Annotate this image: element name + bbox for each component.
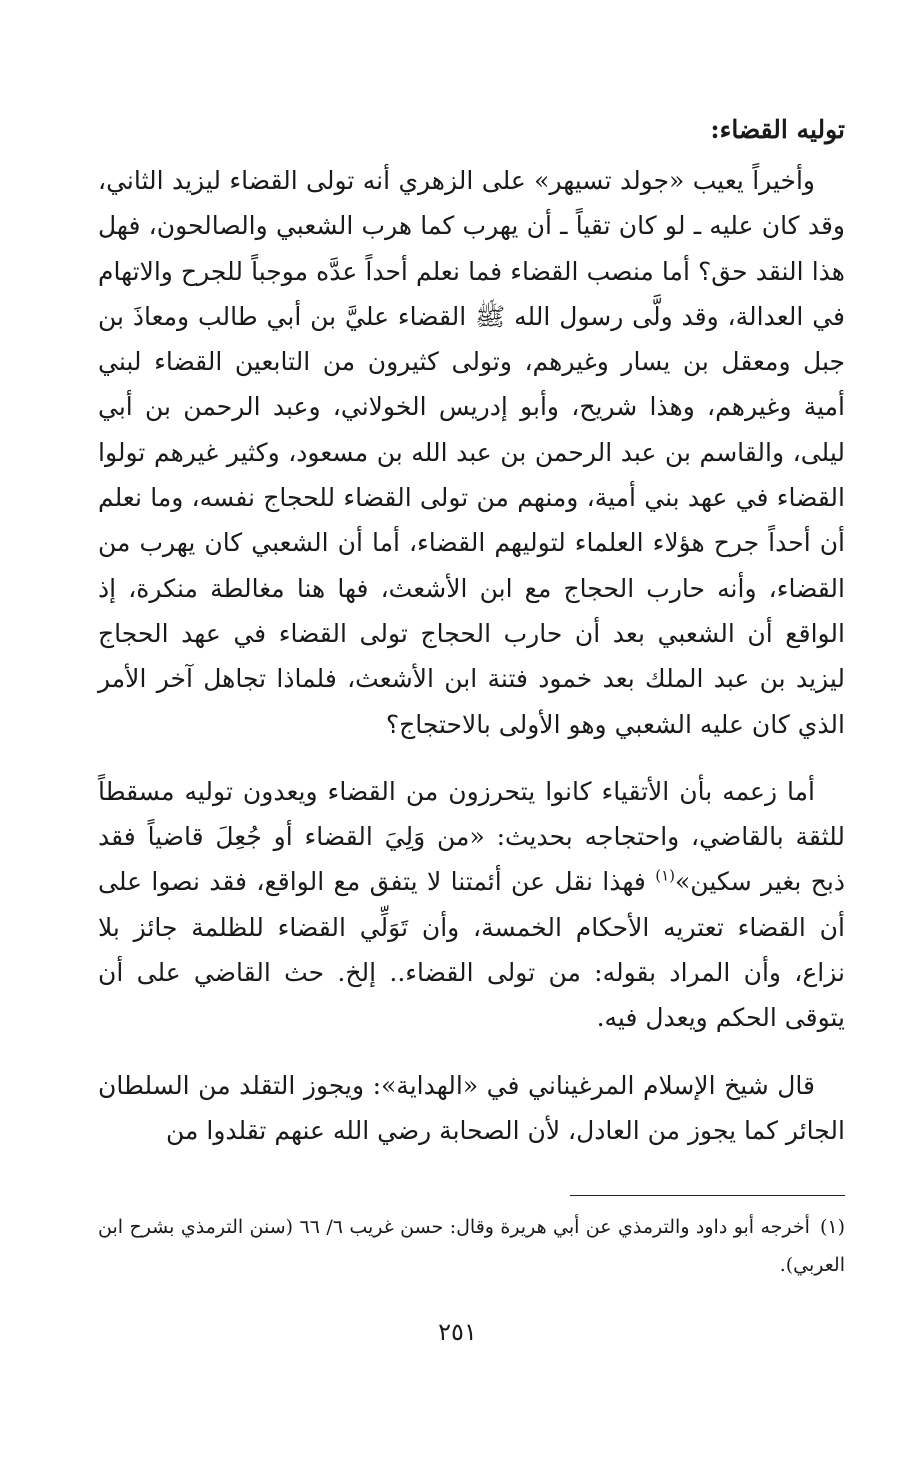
main-text — [98, 108, 845, 1175]
paragraph-3: قال شيخ الإسلام المرغيناني في «الهداية»: ويجوز التقلد من السلطان الجائر كما يجوز من العادل، لأن الصحابة رضي الله عنهم تقلدوا من — [98, 1070, 845, 1145]
paragraph-1: وأخيراً يعيب «جولد تسيهر» على الزهري أنه تولى القضاء ليزيد الثاني، وقد كان عليه ـ لو كان تقياً ـ أن يهرب كما هرب الشعبي والصالحون، فهل هذا النقد حق؟ أما منصب القضاء فما نعلم أحداً عدَّه موجباً للجرح والاتهام في العدالة، وقد ولَّى رسول الله ﷺ القضاء عليَّ بن أبي طالب ومعاذَ بن جبل ومعقل بن يسار وغيرهم، وتولى كثيرون من التابعين القضاء لبني أمية وغيرهم، وهذا شريح، وأبو إدريس الخولاني، وعبد الرحمن بن أبي ليلى، والقاسم بن عبد الرحمن بن عبد الله بن مسعود، وكثير غيرهم تولوا القضاء في عهد بني أمية، ومنهم من تولى القضاء للحجاج نفسه، وما نعلم أن أحداً جرح هؤلاء العلماء لتوليهم القضاء، أما أن الشعبي كان يهرب من القضاء، وأنه حارب الحجاج مع ابن الأشعث، فها هنا مغالطة منكرة، إذ الواقع أن الشعبي بعد أن حارب الحجاج تولى القضاء في عهد الحجاج ليزيد بن عبد الملك بعد خمود فتنة ابن الأشعث، فلماذا تجاهل آخر الأمر الذي كان عليه الشعبي وهو الأولى بالاحتجاج؟ — [98, 166, 845, 739]
footnote-separator — [570, 1195, 845, 1196]
section-heading: توليه القضاء: — [710, 115, 845, 144]
page-number: ٢٥١ — [438, 1318, 477, 1346]
footnote — [98, 1208, 845, 1284]
paragraph-2-before-marker: أما زعمه بأن الأتقياء كانوا يتحرزون من القضاء ويعدون توليه مسقطاً للثقة بالقاضي، واحتجاجه بحديث: «من وَلِيَ القضاء أو جُعِلَ قاضياً فقد ذبح بغير سكين» — [98, 776, 845, 897]
footnote-reference-marker: (١) — [655, 867, 676, 886]
footnote-text: أخرجه أبو داود والترمذي عن أبي هريرة وقال: حسن غريب ٦/ ٦٦ (سنن الترمذي بشرح ابن العربي). — [98, 1216, 845, 1276]
paragraph-2 — [98, 769, 845, 1041]
footnote-number: (١) — [819, 1216, 845, 1238]
paragraph-2-after-marker: فهذا نقل عن أئمتنا لا يتفق مع الواقع، فقد نصوا على أن القضاء تعتريه الأحكام الخمسة، وأن تَوَلِّي القضاء للظلمة جائز بلا نزاع، وأن المراد بقوله: من تولى القضاء.. إلخ. حث القاضي على أن يتوقى الحكم ويعدل فيه. — [98, 867, 845, 1033]
